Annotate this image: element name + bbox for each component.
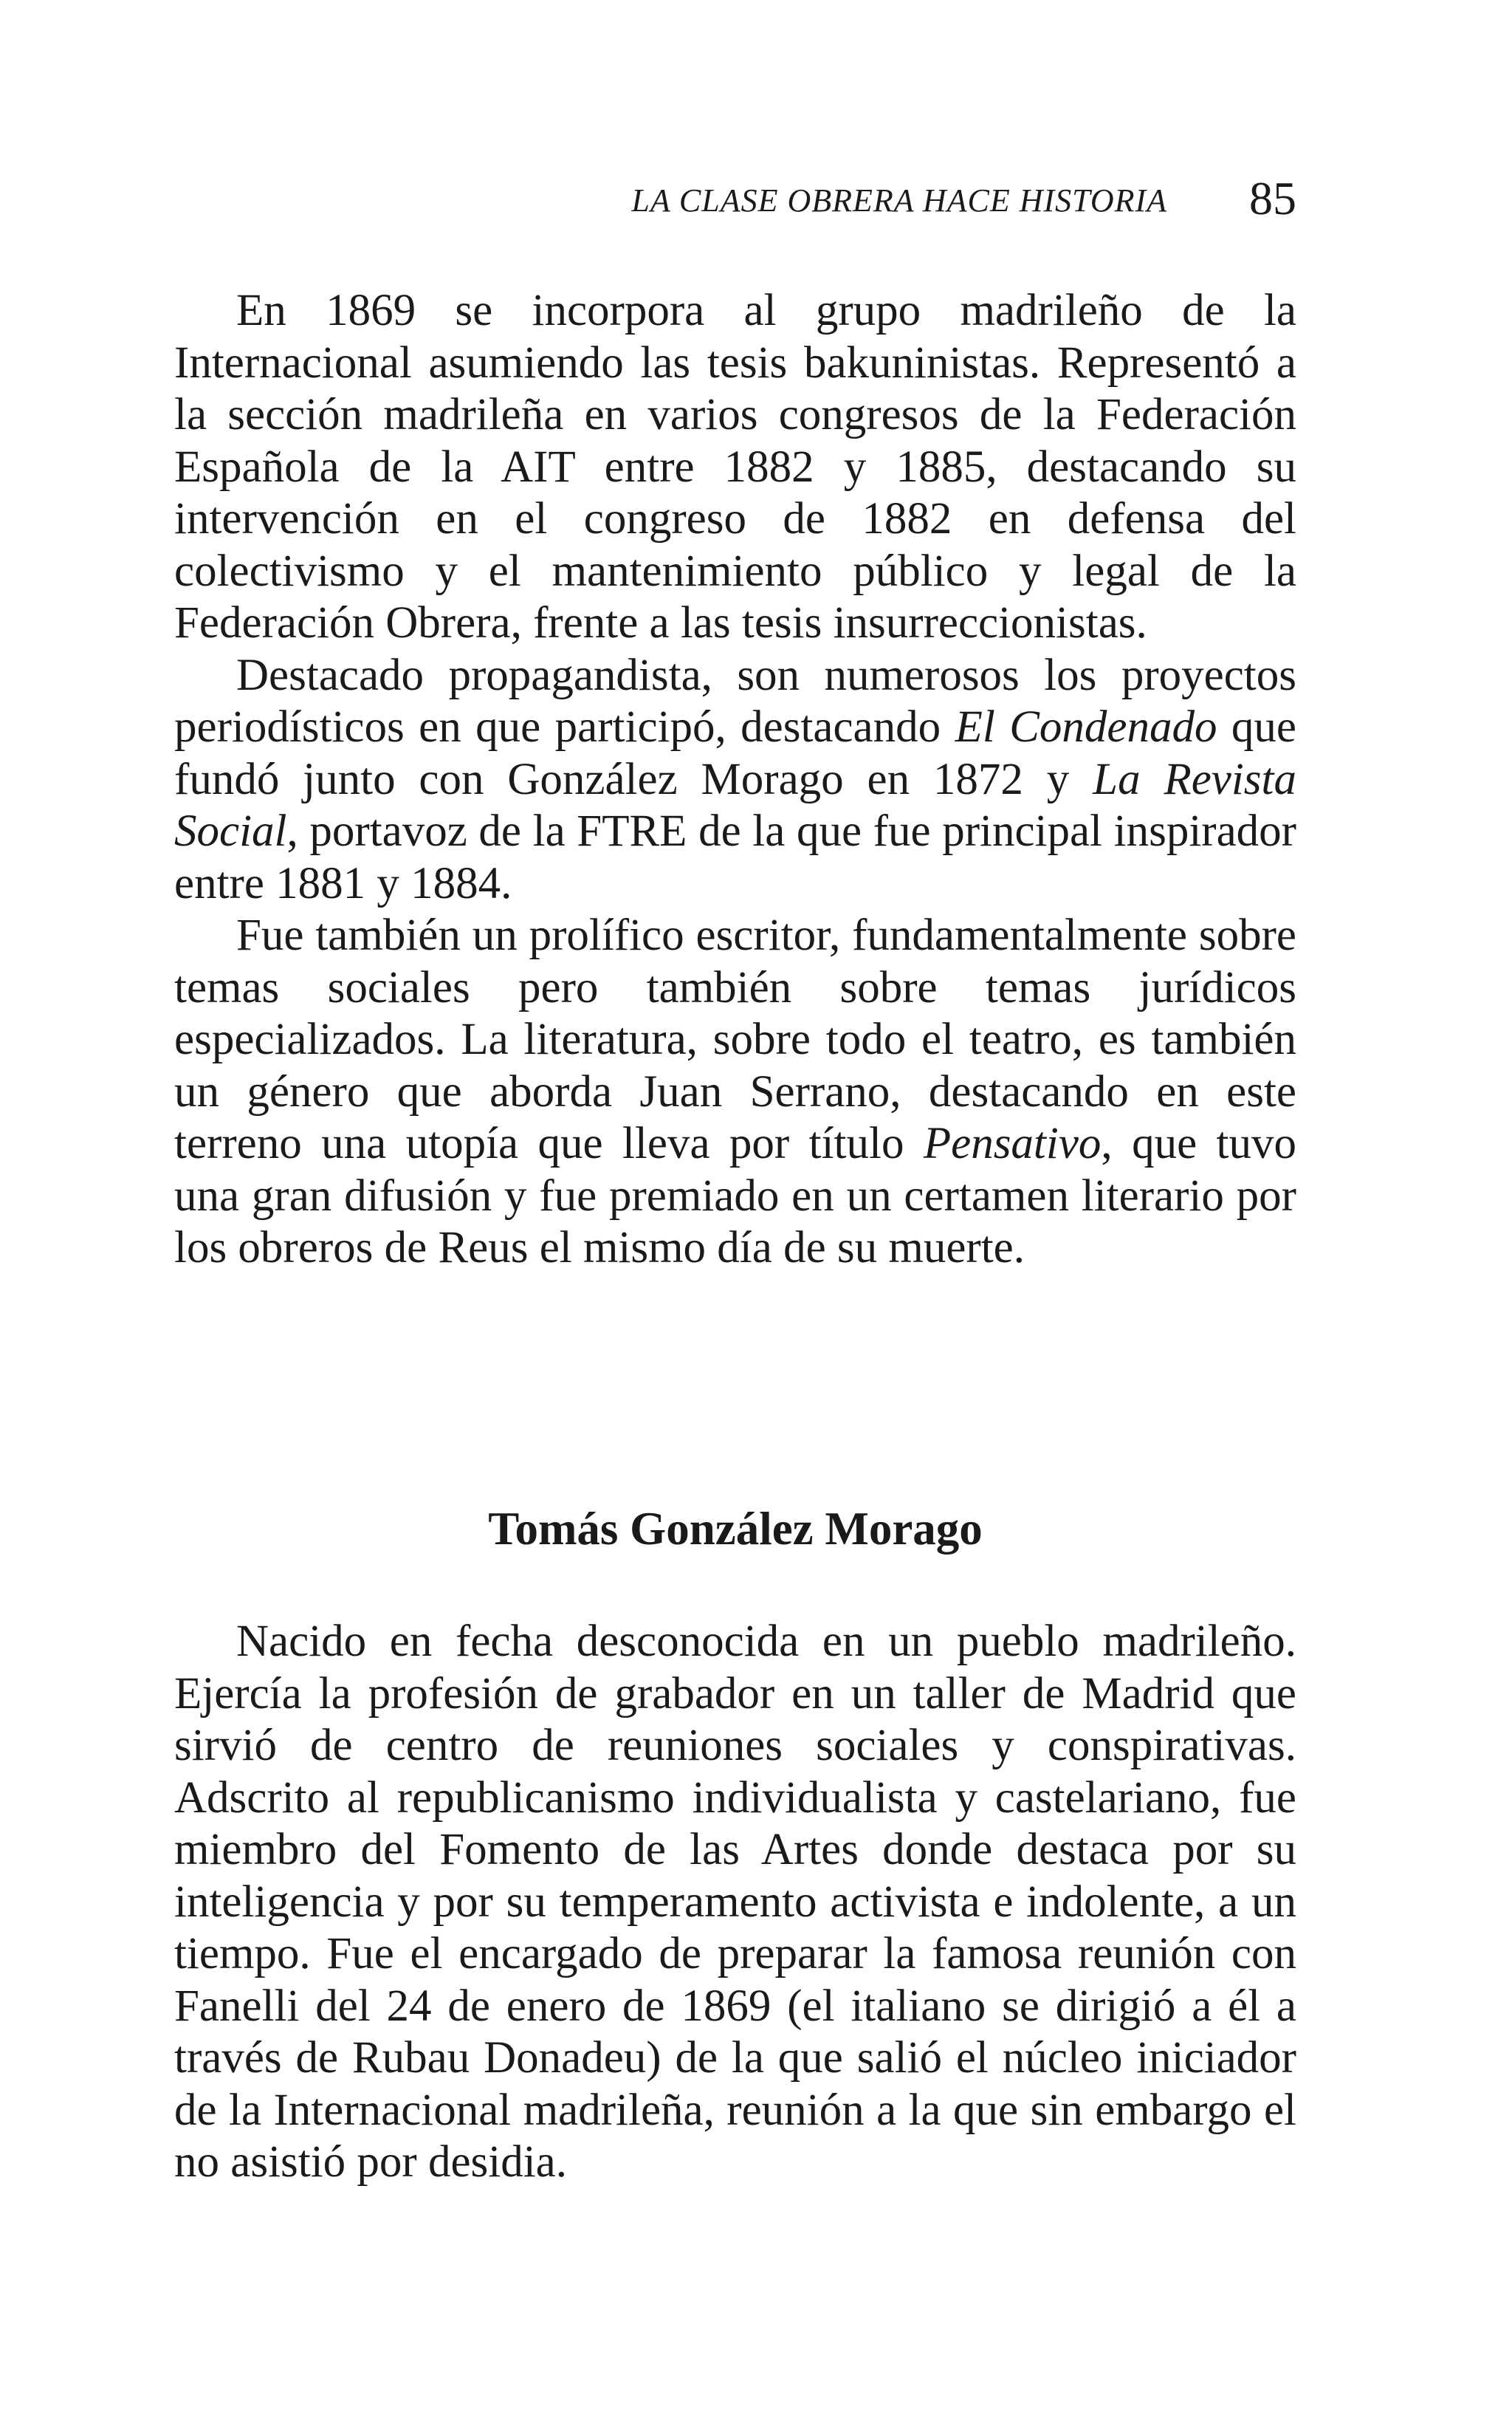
title-el-condenado: El Condenado xyxy=(955,702,1217,752)
body-text-lower xyxy=(174,1616,1296,2189)
text-run: , que tuvo una gran difusión y fue premiado en un certamen literario por los obreros de Reus el mismo día de su muerte. xyxy=(174,1119,1296,1272)
running-title: LA CLASE OBRERA HACE HISTORIA xyxy=(631,182,1167,219)
paragraph-propaganda xyxy=(174,650,1296,911)
section-heading: Tomás González Morago xyxy=(488,1503,983,1555)
text-run: Destacado propagandista, son numerosos los proyectos periodísticos en que participó, destacando xyxy=(174,650,1296,752)
running-header xyxy=(174,171,1296,223)
body-text-upper xyxy=(174,285,1296,1275)
paragraph-intro: En 1869 se incorpora al grupo madrileño de la Internacional asumiendo las tesis bakuninistas. Representó a la sección madrileña en varios congresos de la Federación Española de la AIT entre 1882 y 1885, destacando su intervención en el congreso de 1882 en defensa del colectivismo y el mantenimiento público y legal de la Federación Obrera, frente a las tesis insurreccionistas. xyxy=(174,286,1296,648)
text-run: que fundó junto con González Morago en 1872 y xyxy=(174,702,1296,804)
title-la-revista-social: La Revista Social xyxy=(174,754,1296,856)
text-run: , portavoz de la FTRE de la que fue principal inspirador entre 1881 y 1884. xyxy=(174,806,1296,908)
text-run: Fue también un prolífico escritor, fundamentalmente sobre temas sociales pero también sobre temas jurídicos especializados. La literatura, sobre todo el teatro, es también un género que aborda Juan Serrano, destacando en este terreno una utopía que lleva por título xyxy=(174,911,1296,1168)
paragraph-biography: Nacido en fecha desconocida en un pueblo madrileño. Ejercía la profesión de grabador en un taller de Madrid que sirvió de centro de reuniones sociales y conspirativas. Adscrito al republicanismo individualista y castelariano, fue miembro del Fomento de las Artes donde destaca por su inteligencia y por su temperamento activista e indolente, a un tiempo. Fue el encargado de preparar la famosa reunión con Fanelli del 24 de enero de 1869 (el italiano se dirigió a él a través de Rubau Donadeu) de la que salió el núcleo iniciador de la Internacional madrileña, reunión a la que sin embargo el no asistió por desidia. xyxy=(174,1617,1296,2187)
title-pensativo: Pensativo xyxy=(923,1119,1102,1168)
page-number: 85 xyxy=(1249,172,1296,225)
paragraph-writer xyxy=(174,910,1296,1275)
